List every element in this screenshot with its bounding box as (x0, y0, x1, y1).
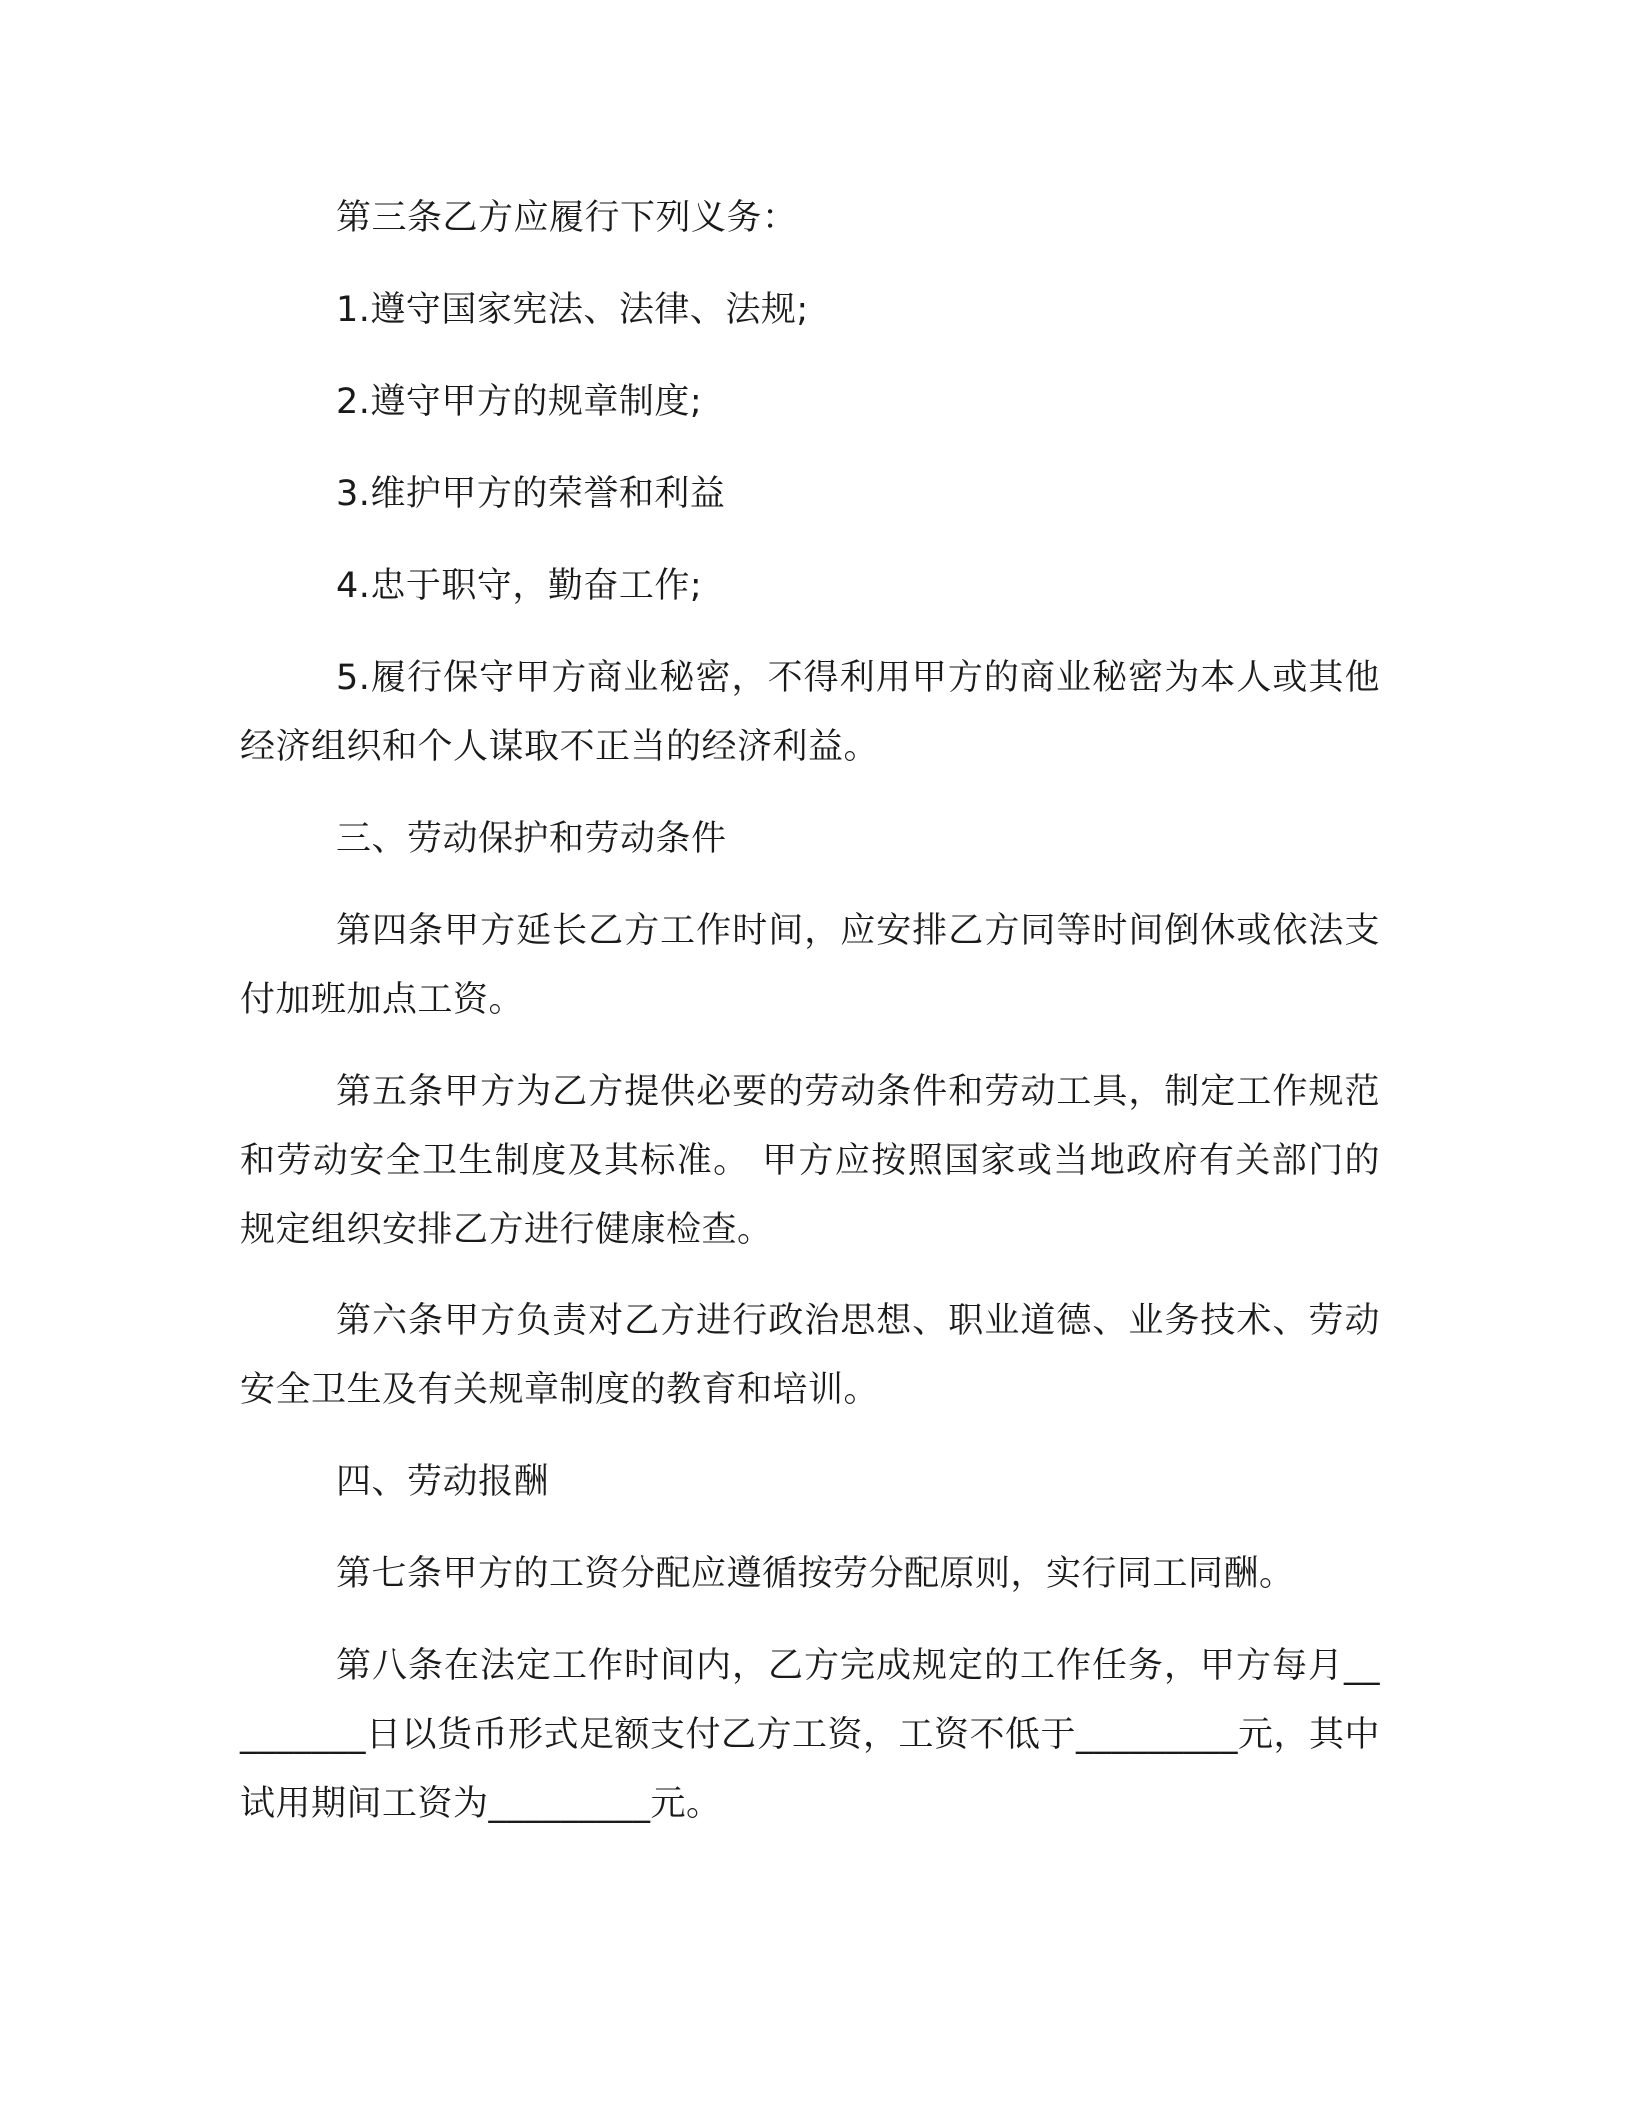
obligation-item-1: 1.遵守国家宪法、法律、法规; (336, 290, 809, 330)
article-8: 第八条在法定工作时间内，乙方完成规定的工作任务，甲方每月_________日以货币形式足额支付乙方工资，工资不低于_________元，其中试用期间工资为_________元。 (240, 1646, 1381, 1824)
obligation-item-5: 5.履行保守甲方商业秘密，不得利用甲方的商业秘密为本人或其他经济组织和个人谋取不正当的经济利益。 (240, 658, 1380, 767)
article-7: 第七条甲方的工资分配应遵循按劳分配原则，实行同工同酬。 (336, 1554, 1295, 1594)
article-3-heading: 第三条乙方应履行下列义务： (336, 198, 798, 238)
section-4-heading: 四、劳动报酬 (336, 1462, 550, 1502)
obligation-item-4: 4.忠于职守，勤奋工作; (336, 566, 703, 606)
article-4: 第四条甲方延长乙方工作时间，应安排乙方同等时间倒休或依法支付加班加点工资。 (240, 911, 1380, 1020)
article-6: 第六条甲方负责对乙方进行政治思想、职业道德、业务技术、劳动安全卫生及有关规章制度的教育和培训。 (240, 1301, 1380, 1410)
obligation-item-3: 3.维护甲方的荣誉和利益 (336, 474, 726, 514)
obligation-item-2: 2.遵守甲方的规章制度; (336, 382, 703, 422)
article-5: 第五条甲方为乙方提供必要的劳动条件和劳动工具，制定工作规范和劳动安全卫生制度及其标准。 甲方应按照国家或当地政府有关部门的规定组织安排乙方进行健康检查。 (240, 1072, 1380, 1250)
section-3-heading: 三、劳动保护和劳动条件 (336, 819, 727, 859)
